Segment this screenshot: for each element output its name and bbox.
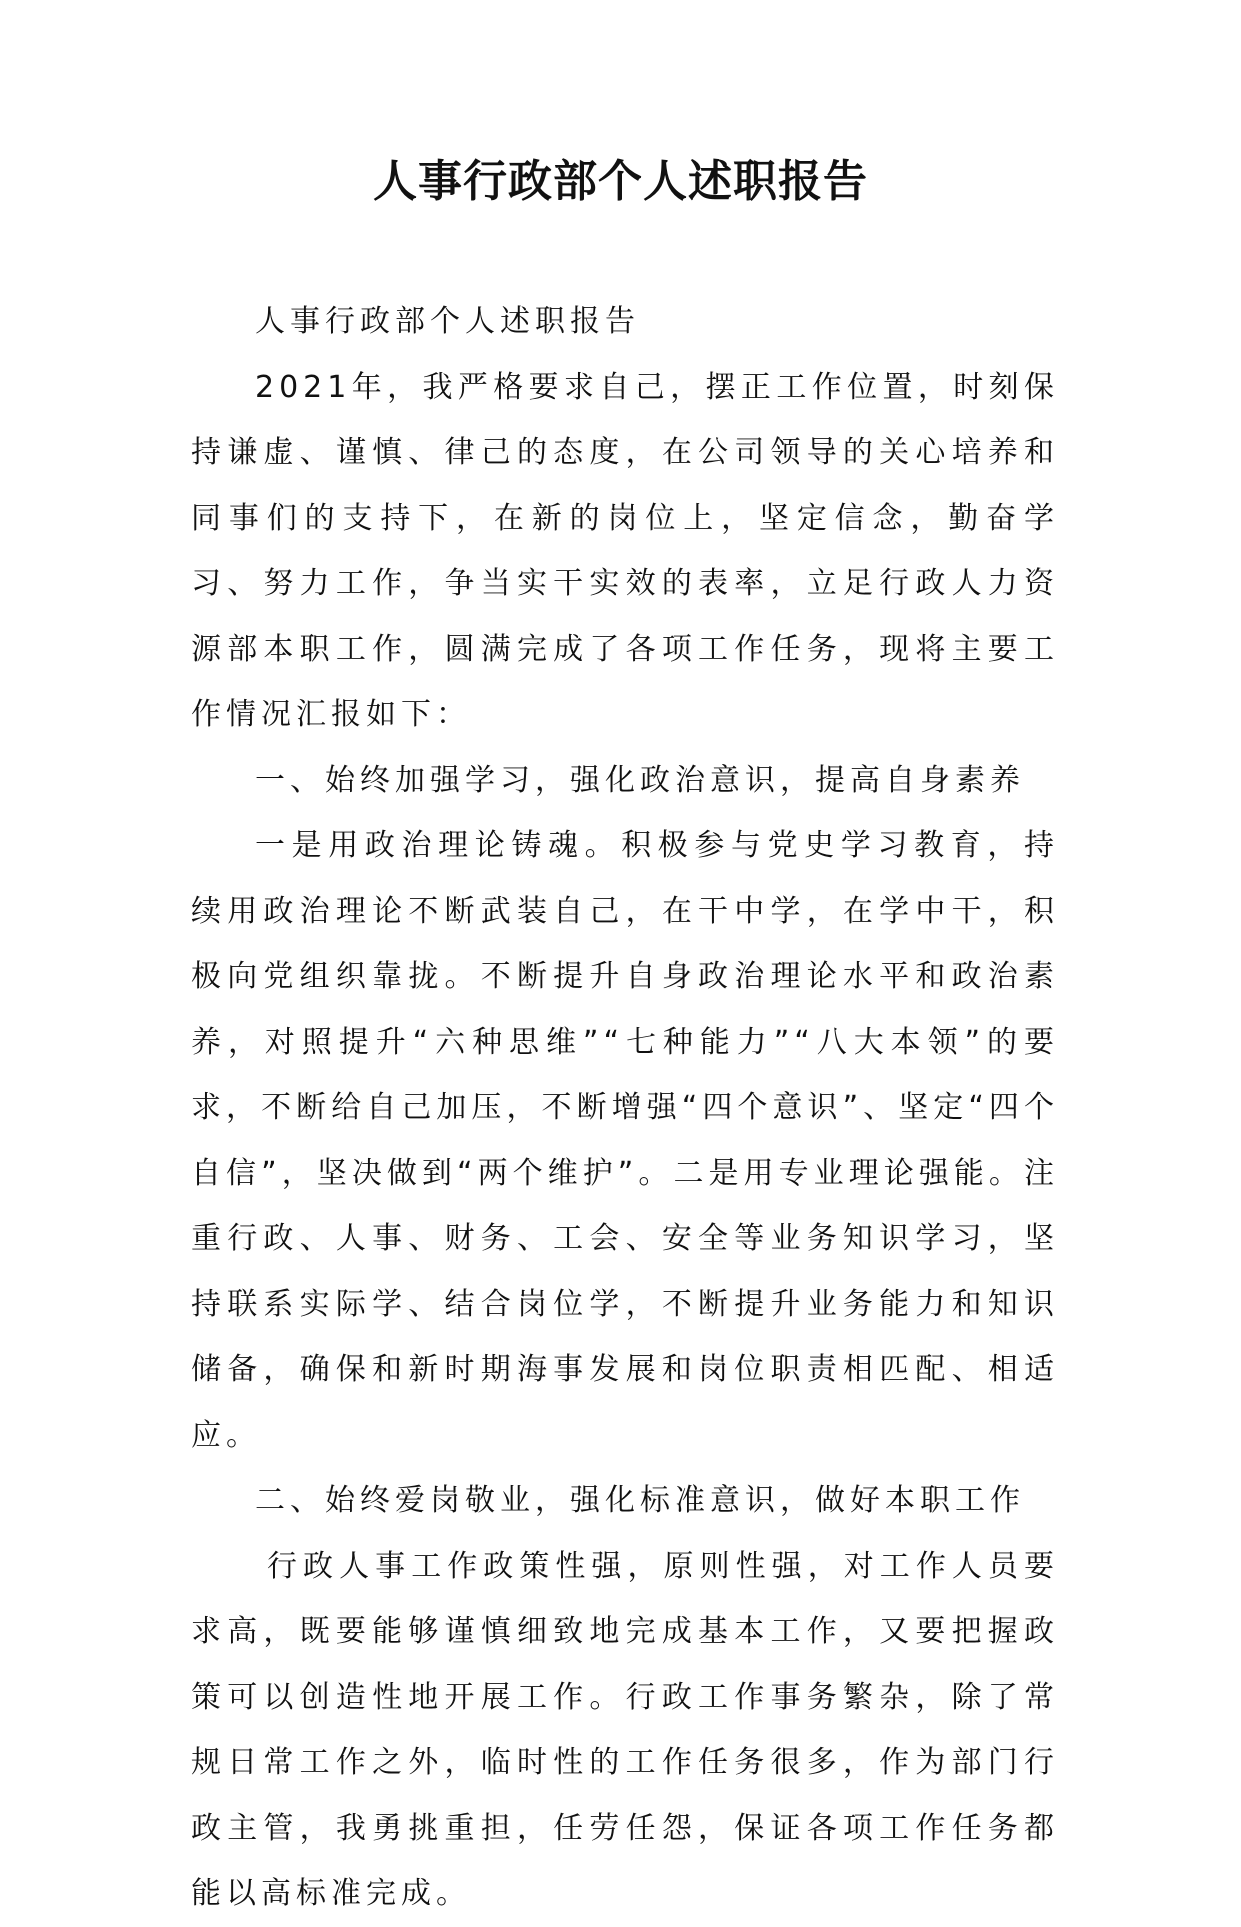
paragraph-intro: 2021年，我严格要求自己，摆正工作位置，时刻保持谦虚、谨慎、律己的态度，在公司领导的关心培养和同事们的支持下，在新的岗位上，坚定信念，勤奋学习、努力工作，争当实干实效的表率，立足行政人力资源部本职工作，圆满完成了各项工作任务，现将主要工作情况汇报如下： <box>191 369 1059 732</box>
document-body <box>191 289 1059 1927</box>
section-heading-1: 一、始终加强学习，强化政治意识，提高自身素养 <box>255 762 1025 798</box>
section-heading-2: 二、始终爱岗敬业，强化标准意识，做好本职工作 <box>255 1483 1025 1518</box>
paragraph-section-2: 行政人事工作政策性强，原则性强，对工作人员要求高，既要能够谨慎细致地完成基本工作，又要把握政策可以创造性地开展工作。行政工作事务繁杂，除了常规日常工作之外，临时性的工作任务很多，作为部门行政主管，我勇挑重担，任劳任怨，保证各项工作任务都能以高标准完成。 <box>191 1548 1059 1911</box>
document-title: 人事行政部个人述职报告 <box>373 156 868 207</box>
paragraph-subtitle: 人事行政部个人述职报告 <box>255 304 640 339</box>
paragraph-section-1: 一是用政治理论铸魂。积极参与党史学习教育，持续用政治理论不断武装自己，在干中学，在学中干，积极向党组织靠拢。不断提升自身政治理论水平和政治素养，对照提升“六种思维”“七种能力”“八大本领”的要求，不断给自己加压，不断增强“四个意识”、坚定“四个自信”，坚决做到“两个维护”。二是用专业理论强能。注重行政、人事、财务、工会、安全等业务知识学习，坚持联系实际学、结合岗位学，不断提升业务能力和知识储备，确保和新时期海事发展和岗位职责相匹配、相适应。 <box>191 828 1059 1453</box>
